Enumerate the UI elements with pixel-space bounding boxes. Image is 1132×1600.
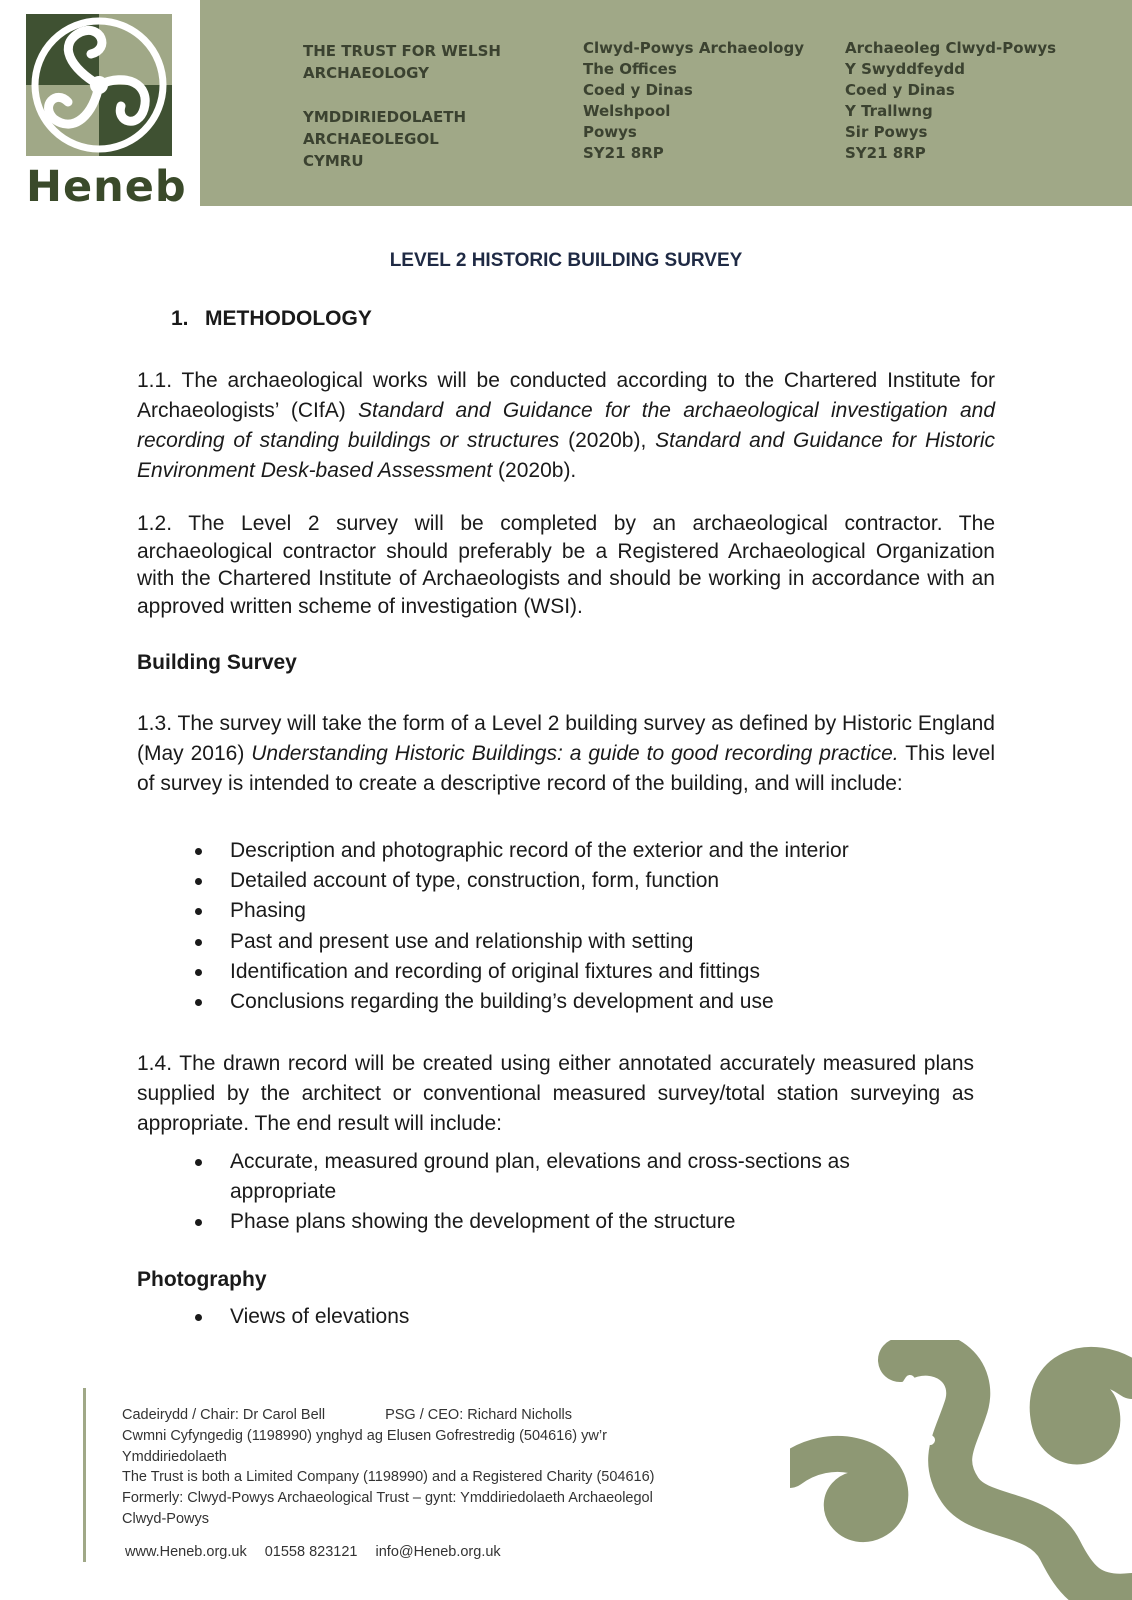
list-item	[195, 866, 849, 896]
bullet-icon	[195, 1159, 202, 1166]
footer-contact	[125, 1544, 515, 1560]
italic-text-run: Standard and Guidance for Historic Environment Desk-based Assessment	[137, 429, 996, 482]
heneb-logo-icon	[26, 14, 172, 156]
list-item	[195, 987, 849, 1017]
paragraph-1-1	[137, 366, 995, 486]
website-link[interactable]: www.Heneb.org.uk	[125, 1544, 247, 1560]
header-line: ARCHAEOLEGOL	[303, 130, 439, 148]
list-item-text: Description and photographic record of the exterior and the interior	[230, 839, 849, 862]
list-item-text: Phase plans showing the development of the structure	[230, 1210, 736, 1234]
text-run: (2020b),	[559, 429, 656, 452]
list-item	[195, 927, 849, 957]
header-line: Sir Powys	[845, 123, 928, 141]
footer-line: Clwyd-Powys	[122, 1510, 210, 1527]
photography-heading: Photography	[137, 1268, 267, 1291]
header-line: The Offices	[583, 60, 677, 78]
list-item	[195, 1302, 409, 1332]
header-line: Powys	[583, 123, 637, 141]
header-line: THE TRUST FOR WELSH	[303, 42, 501, 60]
text-run: This level of survey is intended to create a descriptive record of the building, and will include:	[137, 742, 996, 795]
italic-text-run: Standard and Guidance for the archaeological investigation and recording of standing buildings or structures	[137, 399, 995, 452]
decorative-swirl-icon	[790, 1340, 1132, 1600]
header-line: Coed y Dinas	[845, 81, 955, 99]
building-survey-heading: Building Survey	[137, 651, 297, 674]
section-title: METHODOLOGY	[205, 307, 372, 330]
bullet-icon	[195, 1219, 202, 1226]
paragraph-1-2: 1.2. The Level 2 survey will be completed by an archaeological contractor. The archaeological contractor should preferably be a Registered Archaeological Organization with the Chartered Institute of Archaeologists and should be working in accordance with an approved written scheme of investigation (WSI).	[137, 512, 995, 618]
document-title: LEVEL 2 HISTORIC BUILDING SURVEY	[389, 250, 743, 271]
header-line: YMDDIRIEDOLAETH	[303, 108, 467, 126]
footer-line: Ymddiriedolaeth	[122, 1448, 227, 1465]
bullet-icon	[195, 969, 202, 976]
bullet-icon	[195, 908, 202, 915]
list-item-text: Past and present use and relationship with setting	[230, 929, 694, 953]
footer-line: Formerly: Clwyd-Powys Archaeological Trust – gynt: Ymddiriedolaeth Archaeolegol	[122, 1490, 653, 1507]
bullet-icon	[195, 939, 202, 946]
list-item-text: Phasing	[230, 899, 306, 923]
bullet-icon	[195, 999, 202, 1006]
header-trust-name	[303, 40, 501, 172]
footer-info	[122, 1405, 722, 1530]
list-item-text: Conclusions regarding the building’s development and use	[230, 990, 774, 1014]
text-run: (2020b).	[492, 459, 577, 482]
drawn-record-list	[195, 1147, 935, 1238]
bullet-icon	[195, 848, 202, 855]
footer-ceo: PSG / CEO: Richard Nicholls	[385, 1407, 573, 1423]
phone-number: 01558 823121	[264, 1544, 358, 1560]
list-item	[195, 957, 849, 987]
footer-divider	[83, 1388, 86, 1562]
logo-wordmark: Heneb	[26, 162, 187, 212]
header-line: CYMRU	[303, 152, 364, 170]
header-line: ARCHAEOLOGY	[303, 64, 429, 82]
header-line: Y Swyddfeydd	[845, 60, 965, 78]
header-line: SY21 8RP	[583, 144, 664, 162]
header-line: Archaeoleg Clwyd-Powys	[845, 39, 1057, 57]
header-line: Clwyd-Powys Archaeology	[583, 39, 804, 57]
list-item-text: Identification and recording of original fixtures and fittings	[230, 959, 760, 983]
header-line: Y Trallwng	[845, 102, 933, 120]
bullet-icon	[195, 878, 202, 885]
section-number: 1.	[171, 307, 189, 330]
paragraph-1-3	[137, 709, 995, 799]
list-item-text: Detailed account of type, construction, form, function	[230, 869, 720, 893]
section-heading	[171, 307, 372, 331]
list-item-text: Views of elevations	[230, 1305, 410, 1328]
list-item	[195, 1207, 935, 1237]
list-item	[195, 896, 849, 926]
footer-chair: Cadeirydd / Chair: Dr Carol Bell	[122, 1407, 326, 1423]
header-line: Welshpool	[583, 102, 671, 120]
italic-text-run: Understanding Historic Buildings: a guide to good recording practice.	[251, 742, 899, 765]
footer-line: Cwmni Cyfyngedig (1198990) ynghyd ag Elusen Gofrestredig (504616) yw’r	[122, 1427, 607, 1444]
footer-officers	[122, 1405, 722, 1426]
paragraph-1-4: 1.4. The drawn record will be created using either annotated accurately measured plans supplied by the architect or conventional measured survey/total station surveying as appropriate. The end result will include:	[137, 1052, 974, 1135]
text-run: 1.3. The survey will take the form of a Level 2 building survey as defined by Historic England (May 2016)	[137, 712, 995, 765]
list-item	[195, 1147, 935, 1207]
header-line: SY21 8RP	[845, 144, 926, 162]
logo-area	[0, 0, 200, 212]
list-item-text: Accurate, measured ground plan, elevations and cross-sections as appropriate	[230, 1150, 850, 1204]
text-run: 1.1. The archaeological works will be conducted according to the Chartered Institute for Archaeologists’ (CIfA)	[137, 369, 995, 422]
footer-line: The Trust is both a Limited Company (1198990) and a Registered Charity (504616)	[122, 1469, 655, 1486]
survey-contents-list	[195, 836, 849, 1017]
bullet-icon	[195, 1314, 202, 1321]
list-item	[195, 836, 849, 866]
header-address-welsh	[845, 38, 1056, 164]
header-address-english	[583, 38, 804, 164]
photography-list	[195, 1302, 409, 1332]
header-line: Coed y Dinas	[583, 81, 693, 99]
email-link[interactable]: info@Heneb.org.uk	[375, 1544, 501, 1560]
